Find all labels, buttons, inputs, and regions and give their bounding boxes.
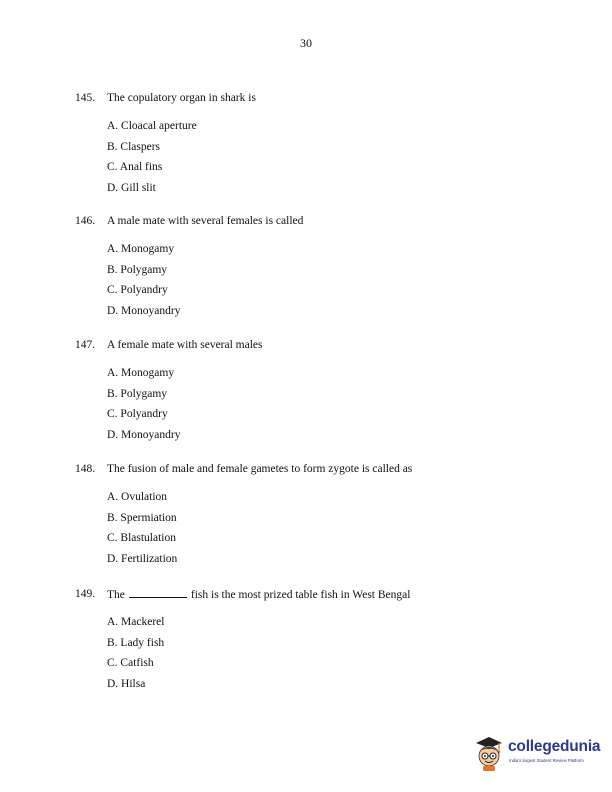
option-d: D. Fertilization <box>107 553 178 566</box>
option-a: A. Mackerel <box>107 616 165 628</box>
options-list <box>107 615 555 698</box>
option-a: A. Cloacal aperture <box>107 120 197 132</box>
question-text <box>107 587 555 601</box>
question-number: 148. <box>75 463 96 475</box>
options-list <box>107 366 555 449</box>
question-number: 149. <box>75 588 96 600</box>
option-a: A. Monogamy <box>107 367 175 379</box>
question-146 <box>75 214 555 325</box>
option-b: B. Polygamy <box>107 387 168 400</box>
question-text: A female mate with several males <box>107 339 263 351</box>
question-text: The fusion of male and female gametes to form zygote is called as <box>107 463 413 475</box>
option-d: D. Monoyandry <box>107 429 181 442</box>
option-a: A. Monogamy <box>107 243 175 255</box>
student-mascot-icon <box>472 734 506 772</box>
question-text-after-blank: fish is the most prized table fish in West Bengal <box>190 589 411 601</box>
question-text-before-blank: The <box>107 589 125 601</box>
question-148 <box>75 462 555 573</box>
question-147 <box>75 338 555 449</box>
question-number: 145. <box>75 92 96 104</box>
option-b: B. Lady fish <box>107 636 165 649</box>
option-d: D. Gill slit <box>107 182 156 195</box>
option-a: A. Ovulation <box>107 491 168 503</box>
page-number: 30 <box>300 36 312 50</box>
question-text: The copulatory organ in shark is <box>107 92 256 104</box>
option-b: B. Claspers <box>107 140 161 153</box>
option-c: C. Blastulation <box>107 532 176 545</box>
option-c: C. Polyandry <box>107 284 168 297</box>
option-c: C. Catfish <box>107 657 154 670</box>
option-c: C. Anal fins <box>107 161 163 174</box>
option-b: B. Polygamy <box>107 263 168 276</box>
option-c: C. Polyandry <box>107 408 168 421</box>
question-149 <box>75 587 555 698</box>
options-list <box>107 119 555 202</box>
option-d: D. Hilsa <box>107 678 146 691</box>
options-list <box>107 490 555 573</box>
fill-in-blank <box>129 587 187 598</box>
option-b: B. Spermiation <box>107 511 177 524</box>
option-d: D. Monoyandry <box>107 305 181 318</box>
question-number: 146. <box>75 215 96 227</box>
question-145 <box>75 91 555 202</box>
question-text: A male mate with several females is called <box>107 215 304 227</box>
logo-tagline: India's largest Student Review Platform <box>509 758 584 763</box>
options-list <box>107 242 555 325</box>
question-number: 147. <box>75 339 96 351</box>
collegedunia-logo <box>472 732 604 778</box>
logo-wordmark: collegedunia <box>508 738 601 755</box>
